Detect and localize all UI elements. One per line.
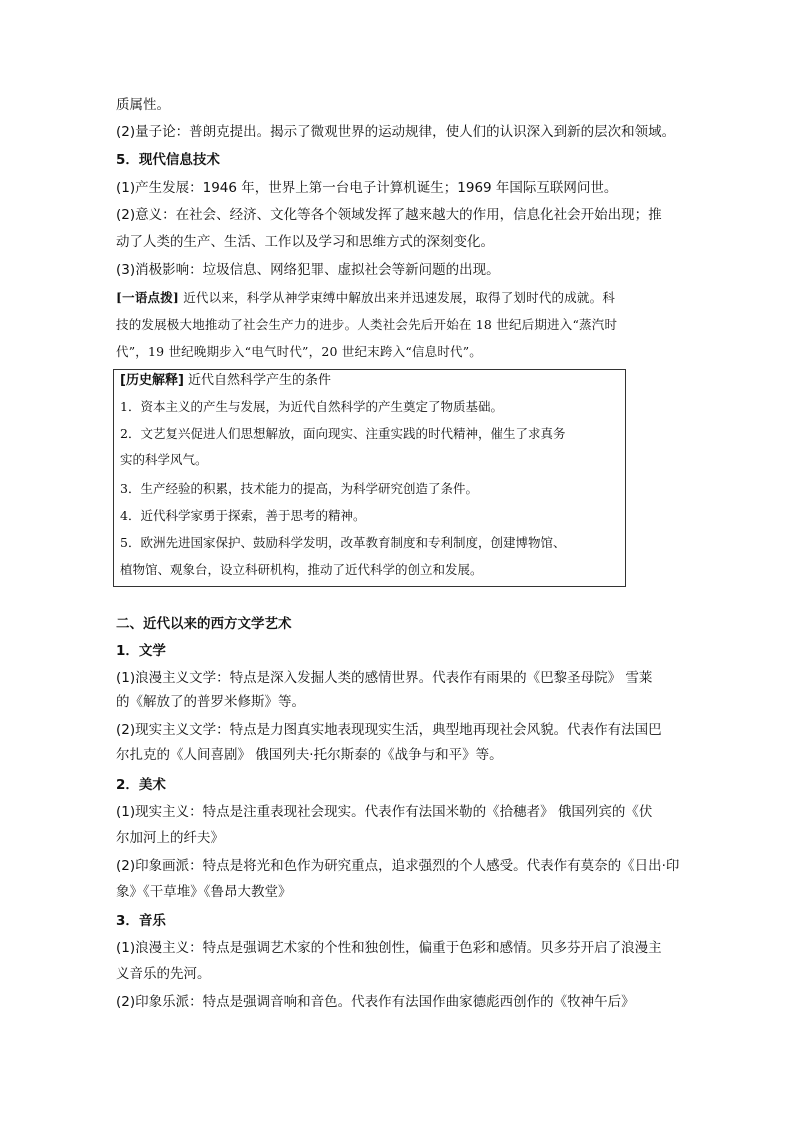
text-line: (1)现实主义：特点是注重表现社会现实。代表作有法国米勒的《拾穗者》 俄国列宾的《伏 [116, 804, 653, 820]
text-line: 质属性。 [116, 97, 170, 113]
summary-line [116, 289, 676, 307]
summary-text: 近代以来，科学从神学束缚中解放出来并迅速发展，取得了划时代的成就。科 [183, 290, 616, 305]
text-line: (1)浪漫主义：特点是强调艺术家的个性和独创性，偏重于色彩和感情。贝多芬开启了浪漫主 [116, 940, 662, 956]
box-line: 1．资本主义的产生与发展，为近代自然科学的产生奠定了物质基础。 [120, 399, 503, 414]
text-line: (3)消极影响：垃圾信息、网络犯罪、虚拟社会等新问题的出现。 [116, 262, 500, 278]
summary-tag: [一语点拨] [116, 290, 180, 305]
text-line: 的《解放了的普罗米修斯》等。 [116, 694, 305, 710]
text-line: (1)产生发展：1946 年，世界上第一台电子计算机诞生；1969 年国际互联网问世。 [116, 180, 618, 196]
section-heading: 5．现代信息技术 [116, 152, 220, 168]
text-line: 义音乐的先河。 [116, 966, 211, 982]
section-heading: 二、近代以来的西方文学艺术 [116, 616, 292, 632]
history-explanation-box [113, 369, 626, 587]
text-line: (2)意义：在社会、经济、文化等各个领域发挥了越来越大的作用，信息化社会开始出现；推 [116, 207, 662, 223]
text-line: (2)量子论：普朗克提出。揭示了微观世界的运动规律，使人们的认识深入到新的层次和领域。 [116, 124, 676, 140]
text-line: (2)印象乐派：特点是强调音响和音色。代表作有法国作曲家德彪西创作的《牧神午后》 [116, 994, 635, 1010]
box-title [120, 372, 620, 390]
text-line: (2)印象画派：特点是将光和色作为研究重点，追求强烈的个人感受。代表作有莫奈的《日出·印 [116, 858, 680, 874]
text-line: 象》《干草堆》《鲁昂大教堂》 [116, 884, 292, 900]
box-line: 3．生产经验的积累，技术能力的提高，为科学研究创造了条件。 [120, 481, 478, 496]
subsection-heading: 3．音乐 [116, 913, 166, 929]
text-line: 动了人类的生产、生活、工作以及学习和思维方式的深刻变化。 [116, 234, 494, 250]
text-line: (1)浪漫主义文学：特点是深入发掘人类的感情世界。代表作有雨果的《巴黎圣母院》 雪莱 [116, 670, 653, 686]
subsection-heading: 1．文学 [116, 643, 166, 659]
box-line: 2．文艺复兴促进人们思想解放，面向现实、注重实践的时代精神，催生了求真务 [120, 426, 566, 441]
subsection-heading: 2．美术 [116, 777, 166, 793]
text-line: 尔加河上的纤夫》 [116, 830, 224, 846]
box-tag: [历史解释] [120, 373, 184, 388]
text-line: (2)现实主义文学：特点是力图真实地表现现实生活，典型地再现社会风貌。代表作有法国巴 [116, 722, 662, 738]
box-line: 5．欧洲先进国家保护、鼓励科学发明，改革教育制度和专利制度，创建博物馆、 [120, 535, 566, 550]
box-title-text: 近代自然科学产生的条件 [188, 373, 332, 388]
summary-line: 代”，19 世纪晚期步入“电气时代”，20 世纪末跨入“信息时代”。 [116, 344, 483, 359]
summary-line: 技的发展极大地推动了社会生产力的进步。人类社会先后开始在 18 世纪后期进入“蒸汽时 [116, 317, 618, 332]
text-line: 尔扎克的《人间喜剧》 俄国列夫·托尔斯泰的《战争与和平》等。 [116, 747, 503, 763]
box-line: 实的科学风气。 [120, 452, 208, 467]
box-line: 4．近代科学家勇于探索，善于思考的精神。 [120, 508, 366, 523]
box-line: 植物馆、观象台，设立科研机构，推动了近代科学的创立和发展。 [120, 562, 483, 577]
